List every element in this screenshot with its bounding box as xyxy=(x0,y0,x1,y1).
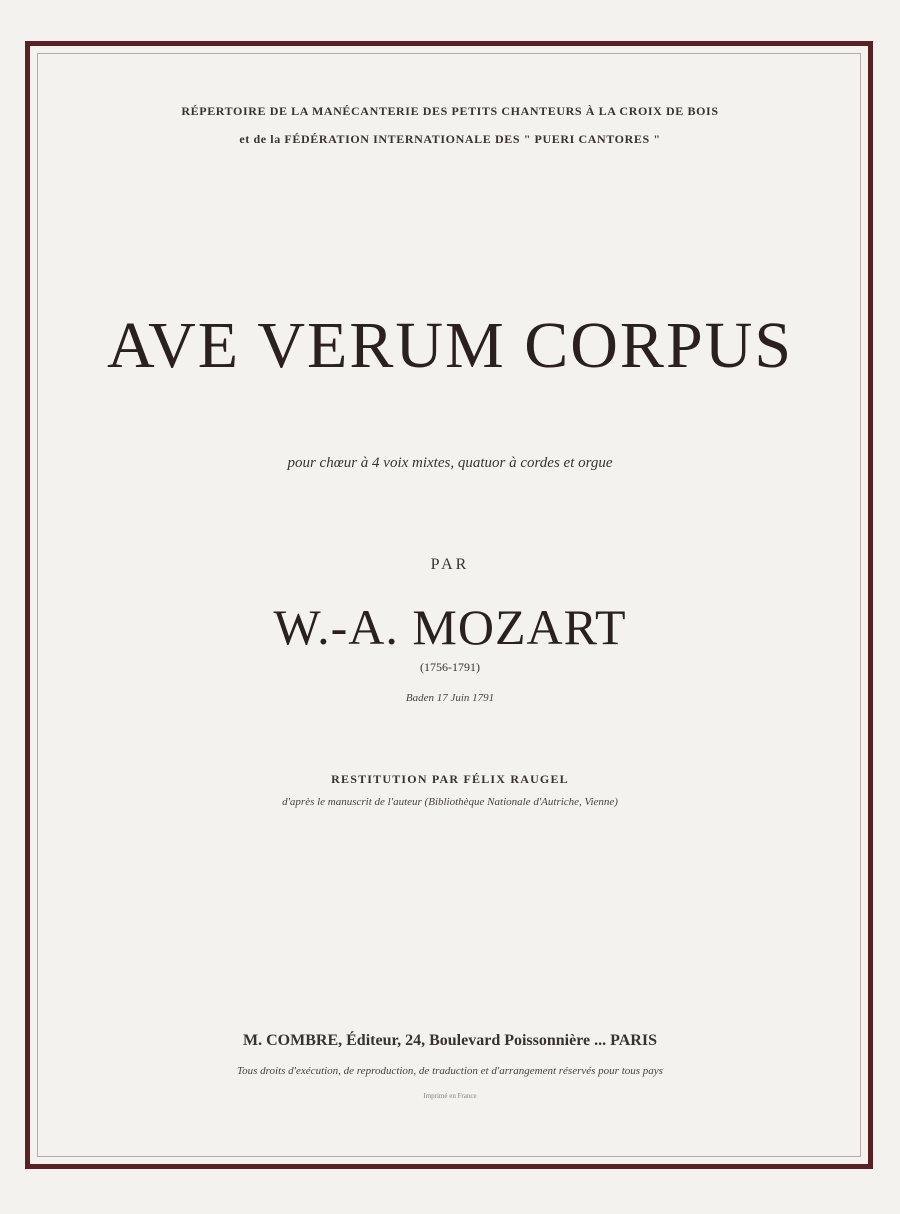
rights-notice: Tous droits d'exécution, de reproduction, de traduction et d'arrangement réservés pour tous pays xyxy=(237,1065,663,1077)
composer-dates: (1756-1791) xyxy=(420,660,480,674)
printed-in: Imprimé en France xyxy=(423,1092,477,1100)
manuscript-source: d'après le manuscrit de l'auteur (Bibliothèque Nationale d'Autriche, Vienne) xyxy=(282,796,618,808)
repertoire-line-1: RÉPERTOIRE DE LA MANÉCANTERIE DES PETITS CHANTEURS À LA CROIX DE BOIS xyxy=(181,104,719,118)
instrumentation: pour chœur à 4 voix mixtes, quatuor à cordes et orgue xyxy=(287,455,613,471)
composer-name: W.-A. MOZART xyxy=(273,599,627,655)
composition-place-date: Baden 17 Juin 1791 xyxy=(405,692,495,704)
publisher-line: M. COMBRE, Éditeur, 24, Boulevard Poissonnière ... PARIS xyxy=(243,1032,657,1049)
work-title: AVE VERUM CORPUS xyxy=(106,309,794,382)
repertoire-line-2: et de la FÉDÉRATION INTERNATIONALE DES " PUERI CANTORES " xyxy=(239,132,661,146)
by-label: PAR xyxy=(430,556,470,573)
restitution-credit: RESTITUTION PAR FÉLIX RAUGEL xyxy=(331,772,569,786)
